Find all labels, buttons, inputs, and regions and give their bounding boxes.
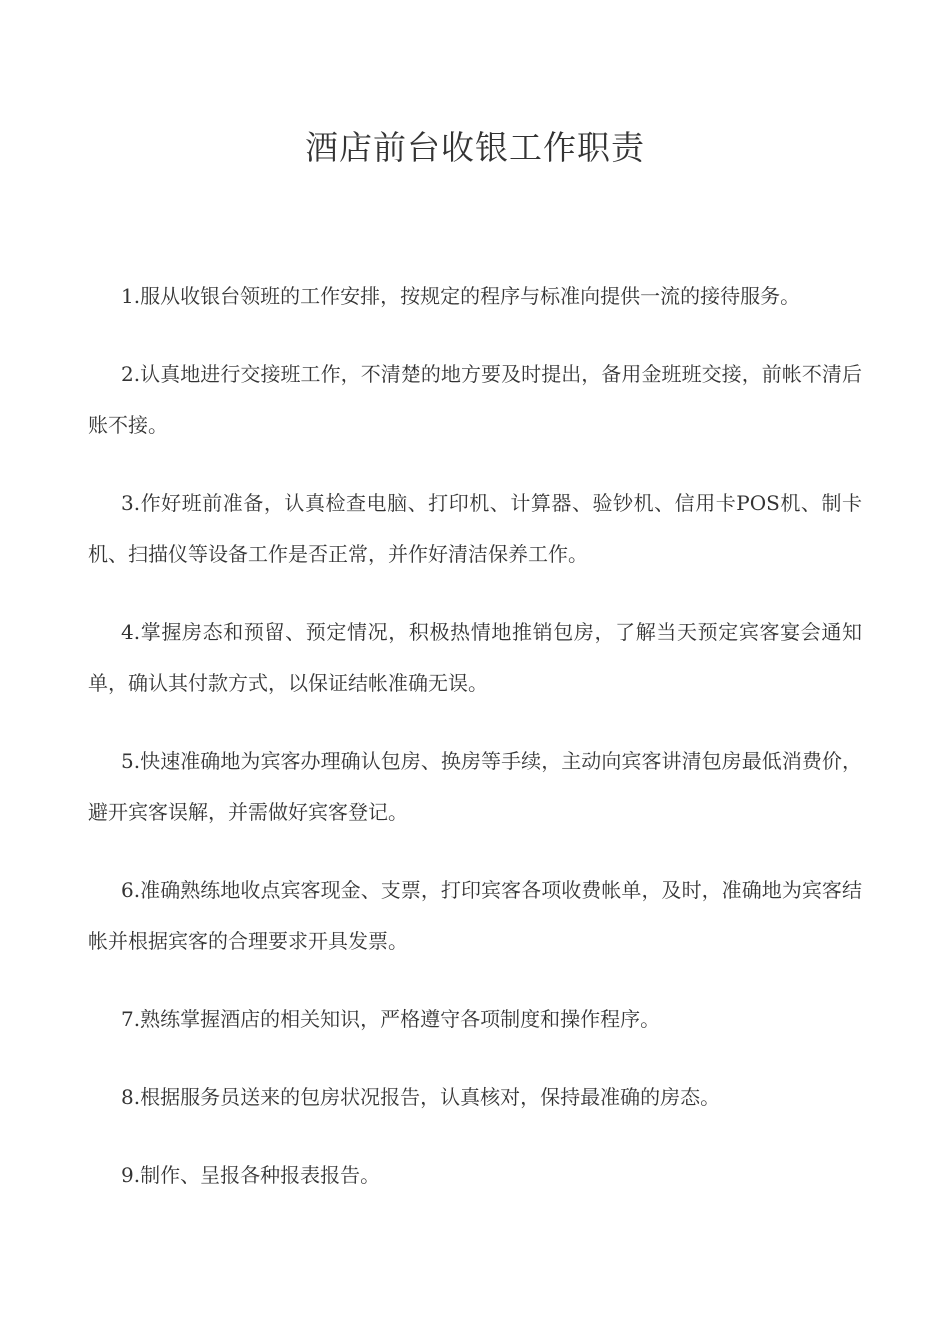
duty-item-1: 1.服从收银台领班的工作安排，按规定的程序与标准向提供一流的接待服务。	[121, 284, 801, 308]
duty-item-2: 2.认真地进行交接班工作，不清楚的地方要及时提出，备用金班班交接，前帐不清后账不接。	[88, 362, 862, 437]
document-title: 酒店前台收银工作职责	[305, 128, 645, 167]
duty-item-9: 9.制作、呈报各种报表报告。	[121, 1163, 381, 1187]
duty-item-8: 8.根据服务员送来的包房状况报告，认真核对，保持最准确的房态。	[121, 1085, 721, 1109]
duty-item-6: 6.准确熟练地收点宾客现金、支票，打印宾客各项收费帐单，及时，准确地为宾客结帐并根据宾客的合理要求开具发票。	[88, 878, 862, 953]
duty-item-3: 3.作好班前准备，认真检查电脑、打印机、计算器、验钞机、信用卡POS机、制卡机、扫描仪等设备工作是否正常，并作好清洁保养工作。	[88, 491, 862, 566]
duty-item-4: 4.掌握房态和预留、预定情况，积极热情地推销包房，了解当天预定宾客宴会通知单，确认其付款方式，以保证结帐准确无误。	[88, 620, 862, 695]
duty-item-5: 5.快速准确地为宾客办理确认包房、换房等手续，主动向宾客讲清包房最低消费价，避开宾客误解，并需做好宾客登记。	[88, 749, 862, 824]
duty-item-7: 7.熟练掌握酒店的相关知识，严格遵守各项制度和操作程序。	[121, 1007, 661, 1031]
document-body	[88, 271, 862, 1228]
